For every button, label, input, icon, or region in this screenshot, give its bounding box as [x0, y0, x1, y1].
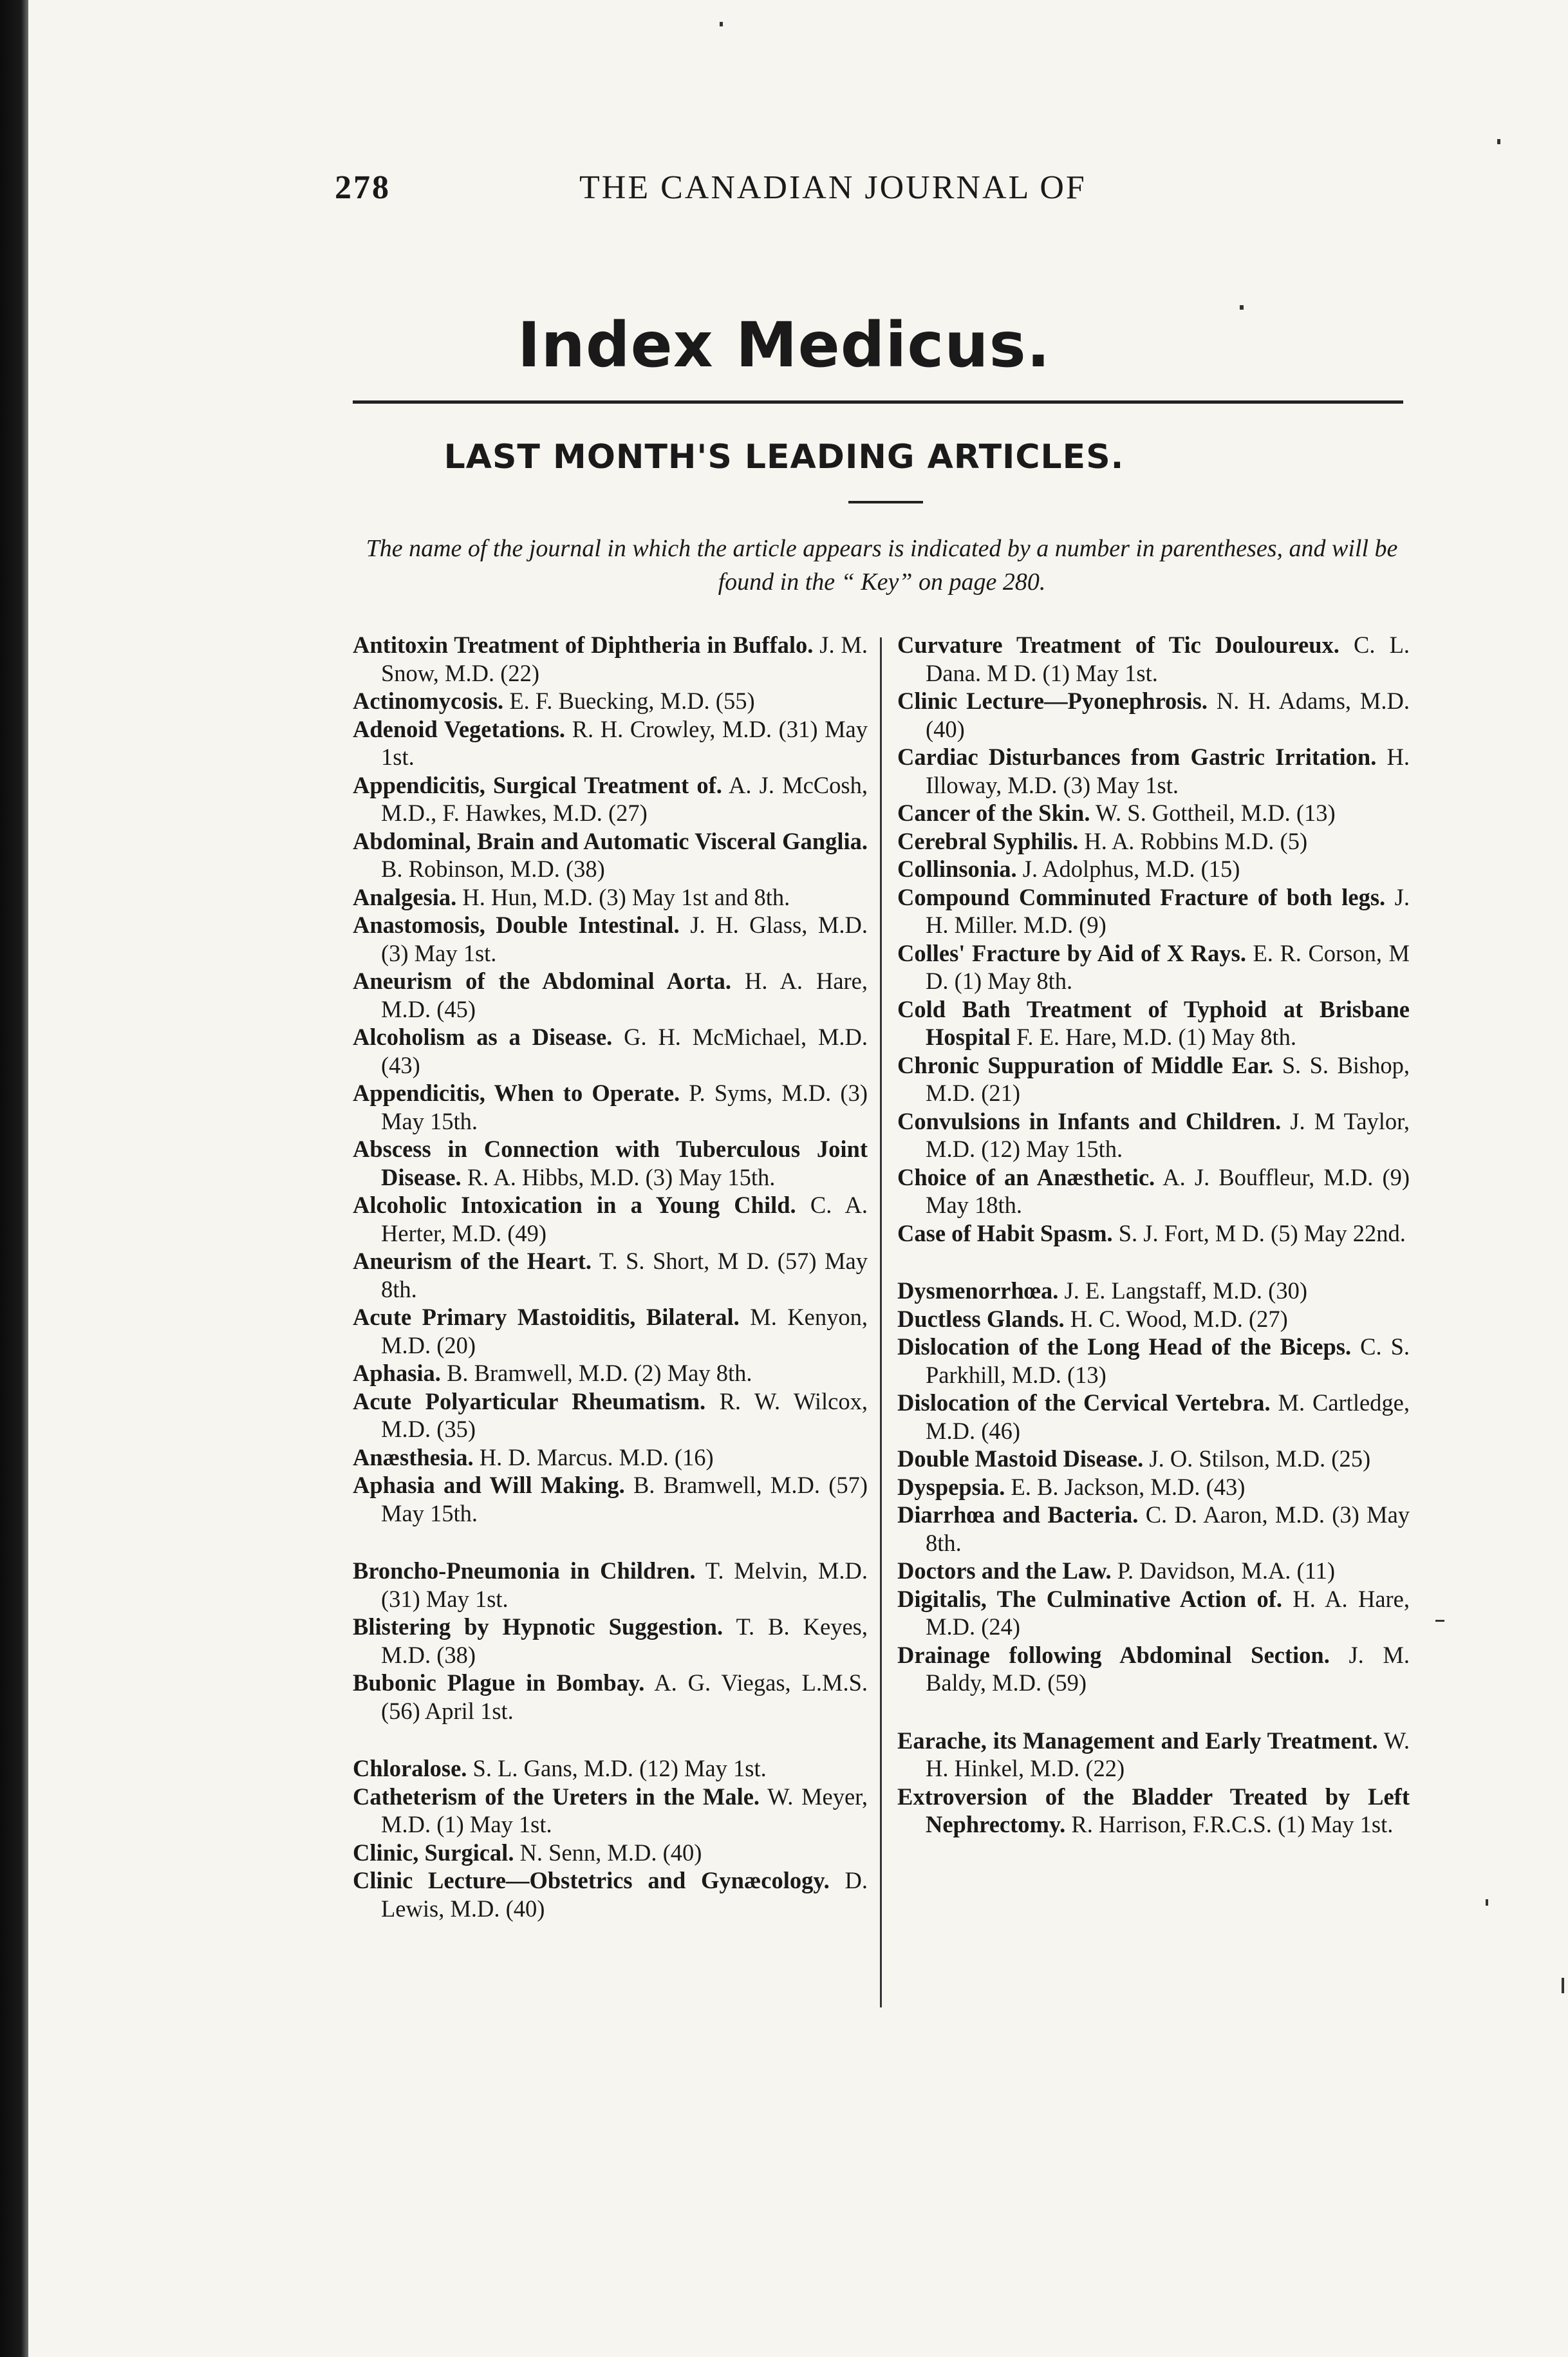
- entry-subject: Alcoholism as a Disease.: [353, 1024, 613, 1050]
- entry-author: S. S. Bishop, M.D. (21): [926, 1051, 1410, 1106]
- entry-subject: Acute Polyarticular Rheumatism.: [353, 1387, 706, 1414]
- entry-author: J. O. Stilson, M.D. (25): [1149, 1445, 1371, 1472]
- index-entry: [897, 687, 1410, 743]
- entry-author: E. B. Jackson, M.D. (43): [1011, 1473, 1246, 1500]
- index-entry: [897, 939, 1410, 995]
- index-entry: [353, 687, 868, 715]
- entry-subject: Clinic Lecture—Pyonephrosis.: [897, 688, 1208, 714]
- entry-author: C. S. Parkhill, M.D. (13): [926, 1333, 1410, 1388]
- entry-subject: Earache, its Management and Early Treatment.: [897, 1727, 1378, 1754]
- index-entry: [897, 855, 1410, 883]
- entry-subject: Anastomosis, Double Intestinal.: [353, 912, 680, 938]
- entry-author: S. L. Gans, M.D. (12) May 1st.: [472, 1755, 767, 1781]
- entry-author: H. A. Robbins M.D. (5): [1084, 827, 1308, 854]
- entry-subject: Digitalis, The Culminative Action of.: [897, 1585, 1282, 1612]
- index-entry: [353, 827, 868, 883]
- index-entry: [897, 1163, 1410, 1219]
- entry-author: H. C. Wood, M.D. (27): [1070, 1305, 1288, 1332]
- margin-speck: [720, 22, 723, 26]
- index-entry: [897, 883, 1410, 939]
- entry-subject: Dislocation of the Long Head of the Biceps.: [897, 1333, 1352, 1360]
- entry-author: H. Hun, M.D. (3) May 1st and 8th.: [462, 883, 790, 910]
- index-entry: [353, 631, 868, 687]
- index-entry: [353, 1557, 868, 1613]
- entry-subject: Ductless Glands.: [897, 1305, 1065, 1332]
- index-entry: [897, 1473, 1410, 1501]
- index-entry: [353, 1669, 868, 1725]
- entry-author: R. H. Crowley, M.D. (31) May 1st.: [381, 715, 868, 770]
- entry-subject: Aphasia.: [353, 1360, 441, 1386]
- entry-subject: Cold Bath Treatment of Typhoid at Brisbane Hospital: [897, 995, 1410, 1050]
- index-entry: [353, 1387, 868, 1443]
- section-subtitle: LAST MONTH'S LEADING ARTICLES.: [443, 438, 1125, 476]
- index-entry: [353, 1359, 868, 1387]
- entry-subject: Anæsthesia.: [353, 1443, 474, 1470]
- entry-author: M. Cartledge, M.D. (46): [926, 1389, 1410, 1444]
- entry-subject: Dislocation of the Cervical Vertebra.: [897, 1389, 1271, 1416]
- entry-subject: Catheterism of the Ureters in the Male.: [353, 1783, 760, 1810]
- entry-subject: Compound Comminuted Fracture of both legs.: [897, 883, 1386, 910]
- column-divider: [880, 637, 882, 2007]
- left-column: [353, 631, 868, 1922]
- index-entry: [897, 631, 1410, 687]
- entry-subject: Dysmenorrhœa.: [897, 1277, 1059, 1304]
- entry-author: W. Meyer, M.D. (1) May 1st.: [381, 1783, 868, 1837]
- index-entry: [897, 1727, 1410, 1783]
- margin-speck: [1486, 1899, 1488, 1906]
- index-entry: [353, 1303, 868, 1359]
- running-head: THE CANADIAN JOURNAL OF: [579, 169, 1087, 206]
- entry-subject: Actinomycosis.: [353, 688, 504, 714]
- entry-author: S. J. Fort, M D. (5) May 22nd.: [1118, 1219, 1406, 1246]
- index-entry: [353, 1247, 868, 1303]
- page-title: Index Medicus.: [517, 309, 1051, 381]
- entry-subject: Analgesia.: [353, 883, 457, 910]
- entry-subject: Choice of an Anæsthetic.: [897, 1163, 1155, 1190]
- index-entry: [353, 911, 868, 967]
- index-entry: [897, 1445, 1410, 1473]
- subtitle-rule: [848, 501, 923, 503]
- entry-subject: Convulsions in Infants and Children.: [897, 1107, 1282, 1134]
- margin-speck: [1497, 139, 1500, 144]
- index-entry: [353, 1613, 868, 1669]
- entry-subject: Appendicitis, Surgical Treatment of.: [353, 771, 722, 798]
- index-entry: [353, 1754, 868, 1783]
- entry-subject: Clinic, Surgical.: [353, 1839, 514, 1866]
- entry-author: J. E. Langstaff, M.D. (30): [1064, 1277, 1307, 1304]
- entry-subject: Appendicitis, When to Operate.: [353, 1080, 680, 1106]
- entry-author: J. M Taylor, M.D. (12) May 15th.: [926, 1107, 1410, 1162]
- index-entry: [897, 1585, 1410, 1641]
- entry-author: B. Bramwell, M.D. (2) May 8th.: [447, 1360, 752, 1386]
- index-entry: [897, 799, 1410, 827]
- entry-subject: Aphasia and Will Making.: [353, 1472, 625, 1498]
- entry-subject: Case of Habit Spasm.: [897, 1219, 1113, 1246]
- entry-author: H. A. Hare, M.D. (45): [381, 968, 868, 1022]
- entry-subject: Adenoid Vegetations.: [353, 715, 566, 742]
- entry-author: B. Robinson, M.D. (38): [381, 856, 605, 882]
- entry-subject: Clinic Lecture—Obstetrics and Gynæcology.: [353, 1867, 830, 1893]
- entry-author: J. H. Glass, M.D. (3) May 1st.: [381, 912, 868, 966]
- title-rule: [353, 400, 1403, 404]
- index-entry: [897, 1641, 1410, 1697]
- entry-author: H. Illoway, M.D. (3) May 1st.: [926, 744, 1410, 798]
- index-entry: [353, 883, 868, 912]
- index-entry: [897, 1389, 1410, 1445]
- entry-subject: Collinsonia.: [897, 856, 1017, 882]
- entry-author: J. H. Miller. M.D. (9): [926, 883, 1410, 938]
- entry-author: R. Harrison, F.R.C.S. (1) May 1st.: [1071, 1811, 1394, 1837]
- index-entry: [897, 827, 1410, 856]
- entry-author: E. F. Buecking, M.D. (55): [509, 688, 755, 714]
- index-entry: [897, 1107, 1410, 1163]
- entry-author: D. Lewis, M.D. (40): [381, 1867, 868, 1922]
- entry-author: E. R. Corson, M D. (1) May 8th.: [926, 939, 1410, 994]
- margin-speck: [1435, 1620, 1444, 1622]
- entry-subject: Acute Primary Mastoiditis, Bilateral.: [353, 1304, 740, 1330]
- index-entry: [897, 1501, 1410, 1557]
- entry-author: N. H. Adams, M.D. (40): [926, 688, 1410, 742]
- index-entry: [353, 1023, 868, 1079]
- entry-subject: Curvature Treatment of Tic Douloureux.: [897, 632, 1339, 658]
- entry-author: P. Syms, M.D. (3) May 15th.: [381, 1080, 868, 1134]
- entry-author: M. Kenyon, M.D. (20): [381, 1304, 868, 1358]
- entry-author: P. Davidson, M.A. (11): [1117, 1557, 1336, 1584]
- page-number: 278: [335, 169, 391, 206]
- index-entry: [897, 1305, 1410, 1333]
- index-entry: [897, 995, 1410, 1051]
- entry-author: J. Adolphus, M.D. (15): [1022, 856, 1240, 882]
- entry-subject: Cardiac Disturbances from Gastric Irritation.: [897, 744, 1377, 770]
- index-entry: [897, 1557, 1410, 1585]
- entry-subject: Abscess in Connection with Tuberculous Joint Disease.: [353, 1136, 868, 1190]
- entry-subject: Chronic Suppuration of Middle Ear.: [897, 1051, 1274, 1078]
- entry-subject: Extroversion of the Bladder Treated by Left Nephrectomy.: [897, 1783, 1410, 1837]
- entry-author: J. M. Snow, M.D. (22): [381, 632, 868, 686]
- entry-author: T. Melvin, M.D. (31) May 1st.: [381, 1557, 868, 1612]
- entry-author: T. B. Keyes, M.D. (38): [381, 1613, 868, 1668]
- entry-author: R. W. Wilcox, M.D. (35): [381, 1387, 868, 1442]
- entry-author: G. H. McMichael, M.D. (43): [381, 1024, 868, 1078]
- index-entry: [353, 967, 868, 1023]
- index-entry: [897, 1051, 1410, 1107]
- entry-subject: Cerebral Syphilis.: [897, 827, 1079, 854]
- entry-author: A. G. Viegas, L.M.S. (56) April 1st.: [381, 1669, 868, 1724]
- index-entry: [353, 771, 868, 827]
- index-entry: [897, 743, 1410, 799]
- entry-author: A. J. McCosh, M.D., F. Hawkes, M.D. (27): [381, 771, 868, 826]
- page-header: [335, 169, 1403, 207]
- margin-speck: [1240, 305, 1244, 310]
- entry-subject: Chloralose.: [353, 1755, 467, 1781]
- entry-author: W. S. Gottheil, M.D. (13): [1095, 800, 1336, 826]
- index-entry: [353, 1079, 868, 1135]
- key-note: The name of the journal in which the article appears is indicated by a number in parentheses, and will be found in the “ Key” on page 280.: [366, 535, 1398, 596]
- entry-author: B. Bramwell, M.D. (57) May 15th.: [381, 1472, 868, 1526]
- entry-author: T. S. Short, M D. (57) May 8th.: [381, 1248, 868, 1302]
- entry-subject: Cancer of the Skin.: [897, 800, 1090, 826]
- entry-author: C. A. Herter, M.D. (49): [381, 1192, 868, 1246]
- index-entry: [353, 1443, 868, 1472]
- index-entry: [353, 715, 868, 771]
- index-entry: [353, 1135, 868, 1191]
- entry-subject: Dyspepsia.: [897, 1473, 1005, 1500]
- index-entry: [897, 1333, 1410, 1389]
- entry-author: J. M. Baldy, M.D. (59): [926, 1641, 1410, 1696]
- entry-subject: Blistering by Hypnotic Suggestion.: [353, 1613, 723, 1640]
- entry-subject: Broncho-Pneumonia in Children.: [353, 1557, 696, 1584]
- entry-subject: Double Mastoid Disease.: [897, 1445, 1144, 1472]
- entry-author: C. L. Dana. M D. (1) May 1st.: [926, 632, 1410, 686]
- index-entry: [897, 1277, 1410, 1305]
- index-entry: [353, 1191, 868, 1247]
- index-entry: [353, 1783, 868, 1839]
- entry-author: H. A. Hare, M.D. (24): [926, 1585, 1410, 1640]
- entry-author: N. Senn, M.D. (40): [519, 1839, 702, 1866]
- index-entry: [353, 1839, 868, 1867]
- entry-subject: Abdominal, Brain and Automatic Visceral Ganglia.: [353, 827, 868, 854]
- entry-subject: Diarrhœa and Bacteria.: [897, 1501, 1139, 1528]
- entry-author: C. D. Aaron, M.D. (3) May 8th.: [926, 1501, 1410, 1556]
- entry-author: A. J. Bouffleur, M.D. (9) May 18th.: [926, 1163, 1410, 1218]
- margin-speck: [1562, 1978, 1564, 1993]
- entry-subject: Bubonic Plague in Bombay.: [353, 1669, 645, 1696]
- entry-subject: Colles' Fracture by Aid of X Rays.: [897, 939, 1246, 966]
- entry-author: W. H. Hinkel, M.D. (22): [926, 1727, 1410, 1781]
- entry-subject: Aneurism of the Heart.: [353, 1248, 592, 1274]
- index-entry: [353, 1866, 868, 1922]
- index-entry: [897, 1783, 1410, 1839]
- entry-subject: Alcoholic Intoxication in a Young Child.: [353, 1192, 796, 1218]
- entry-author: H. D. Marcus. M.D. (16): [479, 1443, 714, 1470]
- entry-subject: Antitoxin Treatment of Diphtheria in Buffalo.: [353, 632, 814, 658]
- entry-author: F. E. Hare, M.D. (1) May 8th.: [1016, 1024, 1296, 1050]
- entry-author: R. A. Hibbs, M.D. (3) May 15th.: [467, 1163, 776, 1190]
- index-entry: [353, 1471, 868, 1527]
- right-column: [897, 631, 1410, 1839]
- entry-subject: Doctors and the Law.: [897, 1557, 1112, 1584]
- entry-subject: Aneurism of the Abdominal Aorta.: [353, 968, 731, 994]
- entry-subject: Drainage following Abdominal Section.: [897, 1641, 1330, 1668]
- index-entry: [897, 1219, 1410, 1248]
